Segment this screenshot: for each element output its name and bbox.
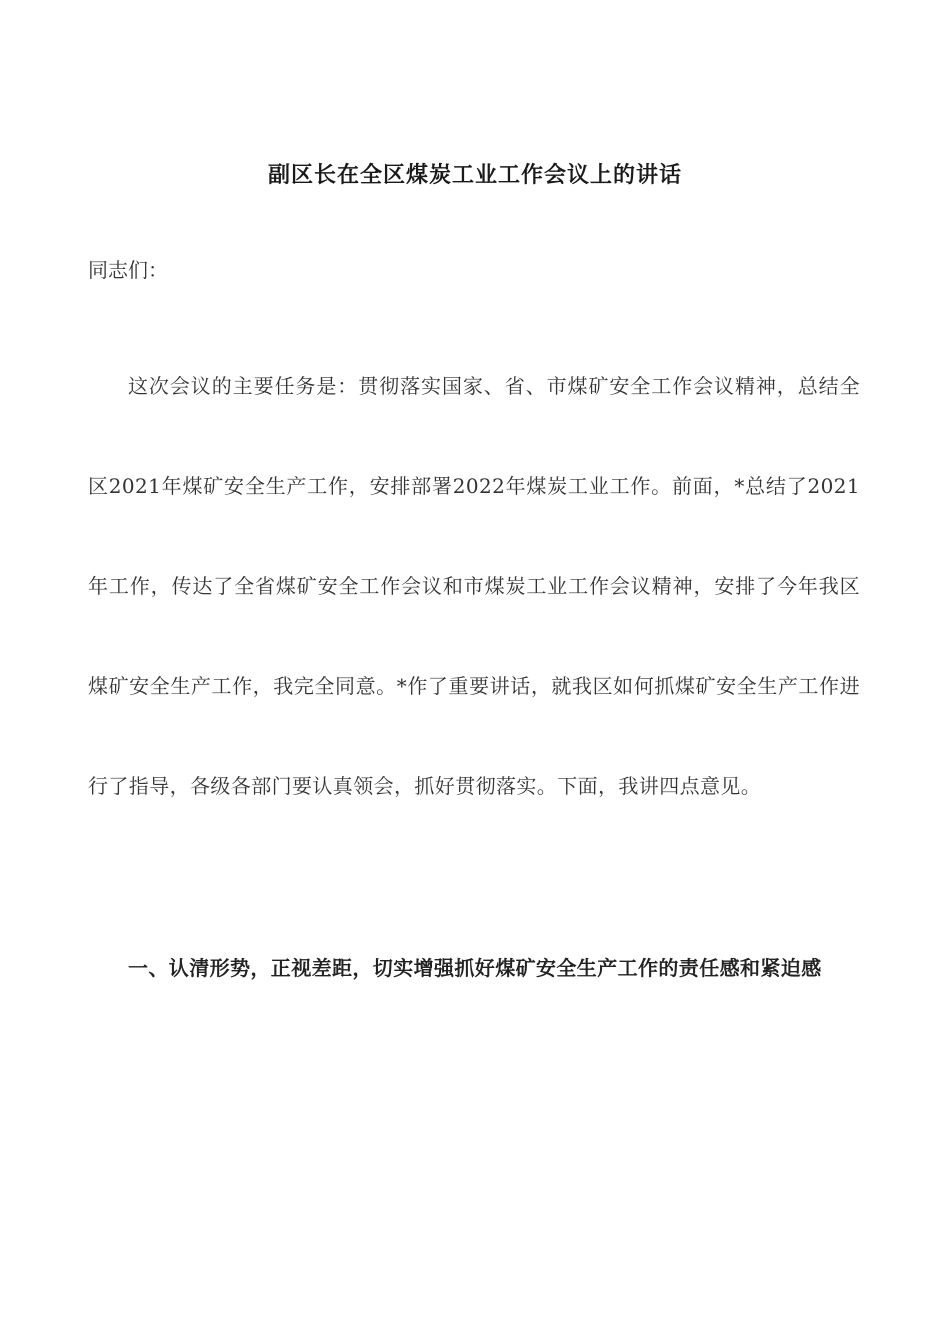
section-heading: 一、认清形势，正视差距，切实增强抓好煤矿安全生产工作的责任感和紧迫感 <box>128 956 822 980</box>
salutation: 同志们： <box>88 258 168 282</box>
document-title: 副区长在全区煤炭工业工作会议上的讲话 <box>267 163 682 188</box>
body-paragraph: 这次会议的主要任务是：贯彻落实国家、省、市煤矿安全工作会议精神，总结全区2021年煤矿安全生产工作，安排部署2022年煤炭工业工作。前面，*总结了2021年工作，传达了全省煤矿安全工作会议和市煤炭工业工作会议精神，安排了今年我区煤矿安全生产工作，我完全同意。*作了重要讲话，就我区如何抓煤矿安全生产工作进行了指导，各级各部门要认真领会，抓好贯彻落实。下面，我讲四点意见。 <box>88 374 860 798</box>
